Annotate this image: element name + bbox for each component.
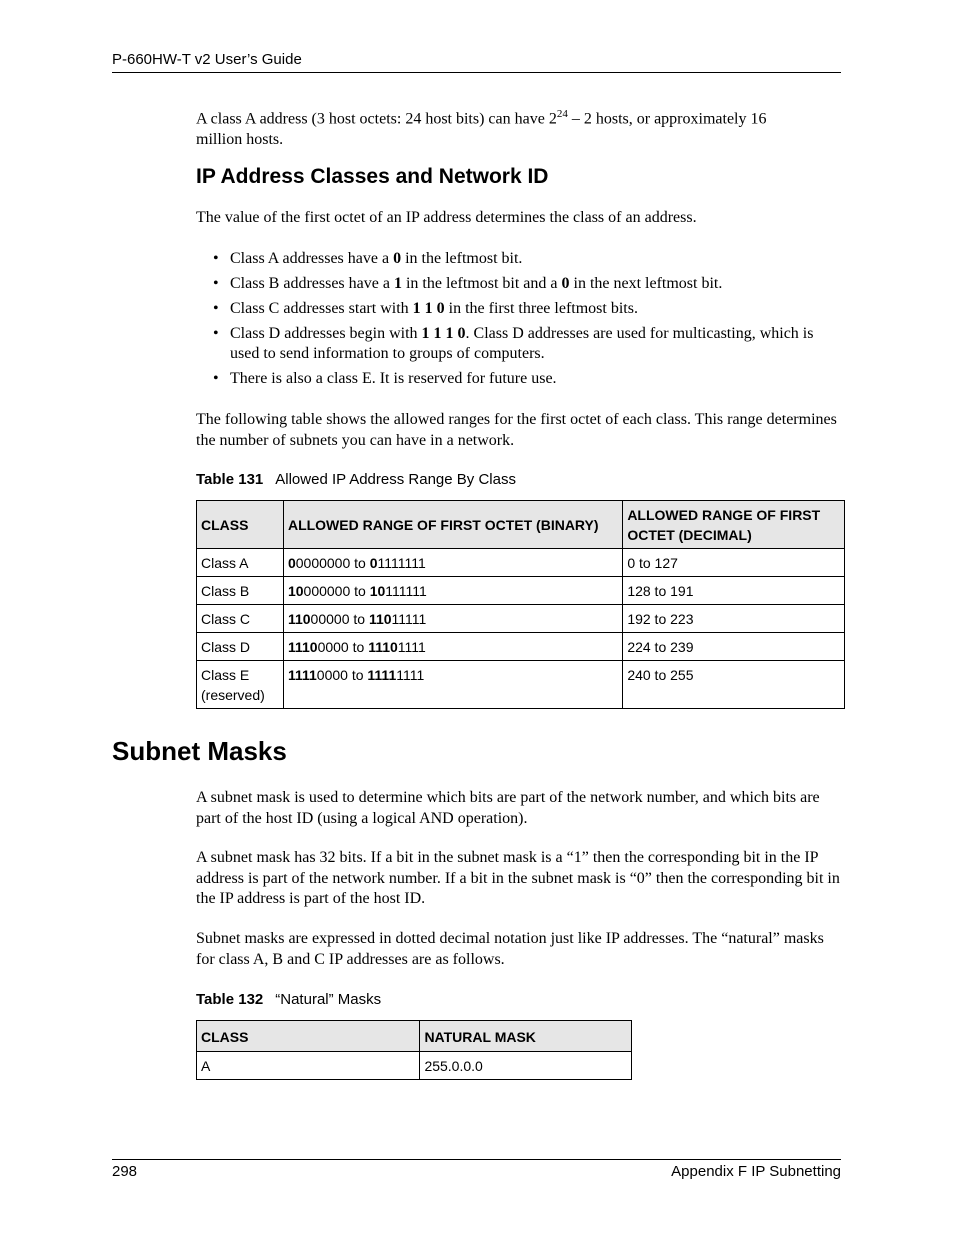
ip-class-range-table [196,500,845,709]
section-heading-classes: IP Address Classes and Network ID [196,165,549,188]
guide-title: P-660HW-T v2 User’s Guide [112,51,302,68]
bullet-item: • Class A addresses have a 0 in the leftmost bit. [196,249,844,269]
table-header-row [197,501,845,549]
binary-range-cell: 11110000 to 11111111 [283,661,622,709]
class-cell: Class E (reserved) [197,661,284,709]
mask-cell: 255.0.0.0 [420,1052,632,1080]
intro-text: A class A address (3 host octets: 24 host bits) can have 2 [196,110,557,128]
class-cell: Class D [197,633,284,661]
intro-paragraph [196,104,844,150]
class-bullet-list [196,249,844,394]
class-cell: Class C [197,605,284,633]
column-header: CLASS [197,1021,420,1052]
table-intro-paragraph: The following table shows the allowed ranges for the first octet of each class. This range determines the number of subnets you can have in a network. [196,411,837,449]
class-cell: Class A [197,549,284,577]
section-heading-subnet-masks: Subnet Masks [112,736,287,766]
caption-number: Table 131 [196,471,264,488]
footer-section-title: Appendix F IP Subnetting [671,1163,841,1180]
table-header-row [197,1021,632,1052]
decimal-range-cell: 128 to 191 [623,577,845,605]
bullet-item: • Class B addresses have a 1 in the leftmost bit and a 0 in the next leftmost bit. [196,274,844,294]
classes-paragraph: The value of the first octet of an IP address determines the class of an address. [196,209,697,226]
natural-mask-table [196,1020,632,1080]
page-footer [112,1159,841,1180]
decimal-range-cell: 224 to 239 [623,633,845,661]
bullet-item: • There is also a class E. It is reserved for future use. [196,369,844,389]
caption-number: Table 132 [196,991,264,1008]
intro-exponent: 24 [556,108,568,120]
caption-text: Allowed IP Address Range By Class [275,471,516,488]
bullet-item: • Class D addresses begin with 1 1 1 0. Class D addresses are used for multicasting, which is used to send information to groups of computers. [196,324,844,364]
subnet-paragraph-3: Subnet masks are expressed in dotted decimal notation just like IP addresses. The “natural” masks for class A, B and C IP addresses are as follows. [196,930,824,968]
table-row [197,661,845,709]
decimal-range-cell: 240 to 255 [623,661,845,709]
table-caption-132 [196,991,381,1008]
binary-range-cell: 10000000 to 10111111 [283,577,622,605]
column-header: NATURAL MASK [420,1021,632,1052]
subnet-paragraph-2: A subnet mask has 32 bits. If a bit in the subnet mask is a “1” then the corresponding bit in the IP address is part of the network number. If a bit in the subnet mask is “0” then the corresponding bit in the IP address is part of the host ID. [196,849,840,907]
binary-range-cell: 11100000 to 11101111 [283,633,622,661]
table-row [197,633,845,661]
column-header: ALLOWED RANGE OF FIRST OCTET (BINARY) [283,501,622,549]
column-header: CLASS [197,501,284,549]
page-header [112,51,841,73]
decimal-range-cell: 0 to 127 [623,549,845,577]
page-number: 298 [112,1163,138,1180]
table-caption-131 [196,471,516,488]
table-row [197,1052,632,1080]
decimal-range-cell: 192 to 223 [623,605,845,633]
column-header: ALLOWED RANGE OF FIRST OCTET (DECIMAL) [623,501,845,549]
bullet-item: • Class C addresses start with 1 1 0 in the first three leftmost bits. [196,299,844,319]
intro-text-end: million hosts. [196,130,284,148]
table-row [197,549,845,577]
caption-text: “Natural” Masks [275,991,382,1008]
binary-range-cell: 00000000 to 01111111 [283,549,622,577]
class-cell: Class B [197,577,284,605]
subnet-paragraph-1: A subnet mask is used to determine which bits are part of the network number, and which bits are part of the host ID (using a logical AND operation). [196,789,820,827]
table-row [197,605,845,633]
table-row [197,577,845,605]
intro-text-cont: – 2 hosts, or approximately 16 [567,110,767,128]
binary-range-cell: 11000000 to 11011111 [283,605,622,633]
class-cell: A [197,1052,420,1080]
